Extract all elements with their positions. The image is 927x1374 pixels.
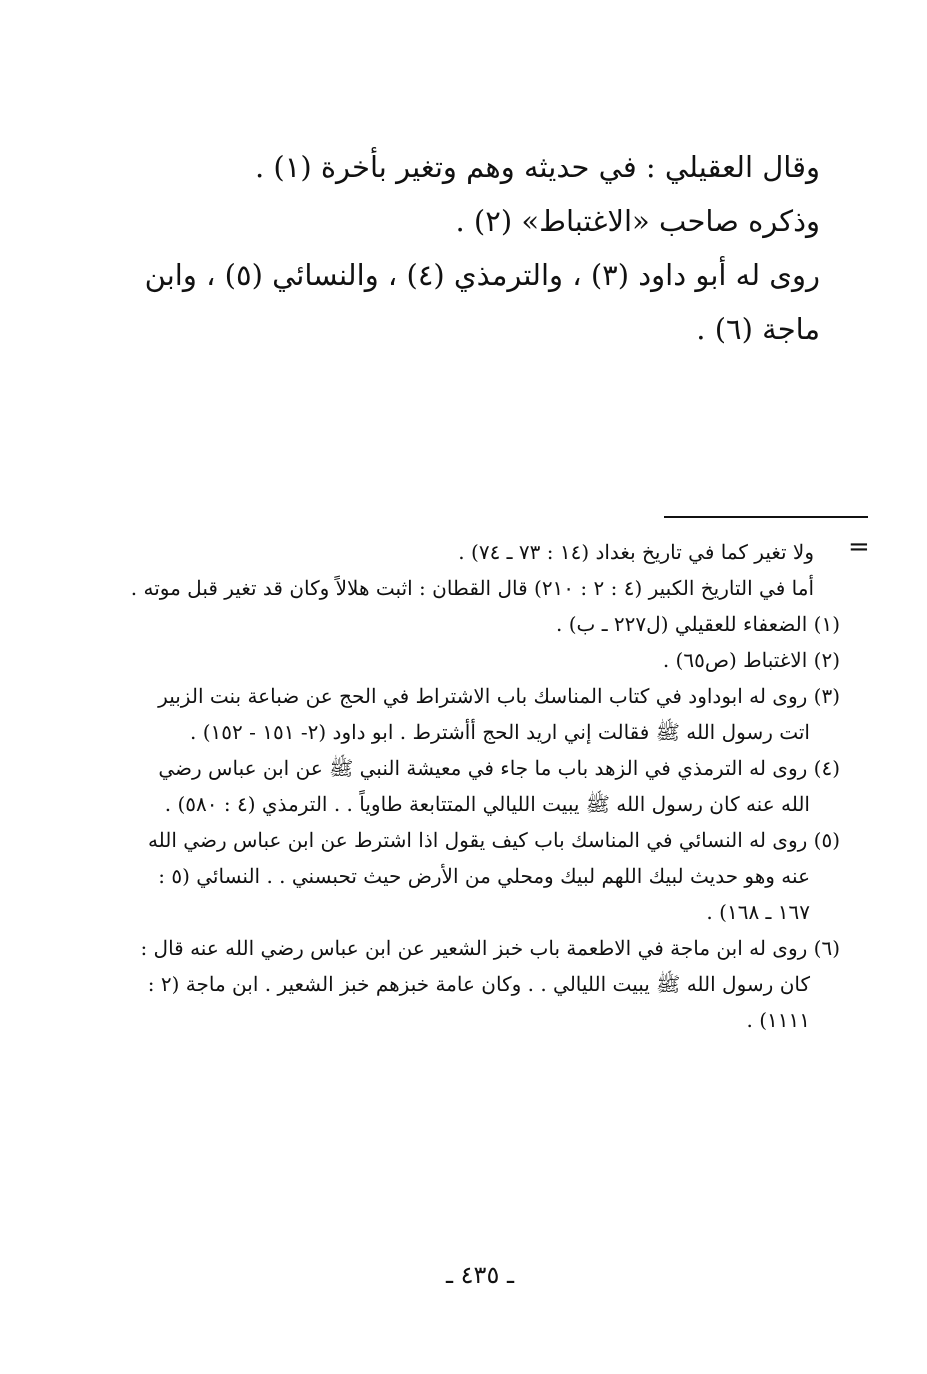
main-text-line-ightibat: وذكره صاحب «الاغتباط» (٢) . (455, 204, 820, 238)
footnote-continued-tarikh-kabir: أما في التاريخ الكبير (٤ : ٢ : ٢١٠) قال القطان : اثبت هلالاً وكان قد تغير قبل موته . (130, 576, 814, 600)
main-text-line-narrators: روى له أبو داود (٣) ، والترمذي (٤) ، والنسائي (٥) ، وابن ماجة (٦) . (144, 258, 820, 346)
main-text-block (120, 140, 820, 356)
continuation-mark: = (848, 532, 870, 562)
footnote-3: (٣) روى له ابوداود في كتاب المناسك باب الاشتراط في الحج عن ضباعة بنت الزبير اتت رسول الله ﷺ فقالت إني اريد الحج أأشترط . ابو داود (٢- ١٥١ - ١٥٢) . (158, 684, 840, 744)
footnote-1: (١) الضعفاء للعقيلي (ل٢٢٧ ـ ب) . (556, 612, 840, 636)
footnote-2: (٢) الاغتباط (ص٦٥) . (662, 648, 840, 672)
footnote-separator (664, 516, 868, 518)
footnote-continued-baghdad: ولا تغير كما في تاريخ بغداد (١٤ : ٧٣ ـ ٧٤) . (458, 540, 814, 564)
footnote-4: (٤) روى له الترمذي في الزهد باب ما جاء في معيشة النبي ﷺ عن ابن عباس رضي الله عنه كان رسول الله ﷺ يبيت الليالي المتتابعة طاوياً . . الترمذي (٤ : ٥٨٠) . (158, 756, 840, 816)
main-text-line-aqili: وقال العقيلي : في حديثه وهم وتغير بأخرة (١) . (254, 150, 820, 184)
footnotes-block (130, 534, 840, 1038)
footnote-5: (٥) روى له النسائي في المناسك باب كيف يقول اذا اشترط عن ابن عباس رضي الله عنه وهو حديث لبيك اللهم لبيك ومحلي من الأرض حيث تحبسني . . النسائي (٥ : ١٦٧ ـ ١٦٨) . (147, 828, 840, 924)
footnote-6: (٦) روى له ابن ماجة في الاطعمة باب خبز الشعير عن ابن عباس رضي الله عنه قال : كان رسول الله ﷺ يبيت الليالي . . وكان عامة خبزهم خبز الشعير . ابن ماجة (٢ : ١١١١) . (140, 936, 840, 1032)
page-number: ـ ٤٣٥ ـ (445, 1261, 514, 1289)
